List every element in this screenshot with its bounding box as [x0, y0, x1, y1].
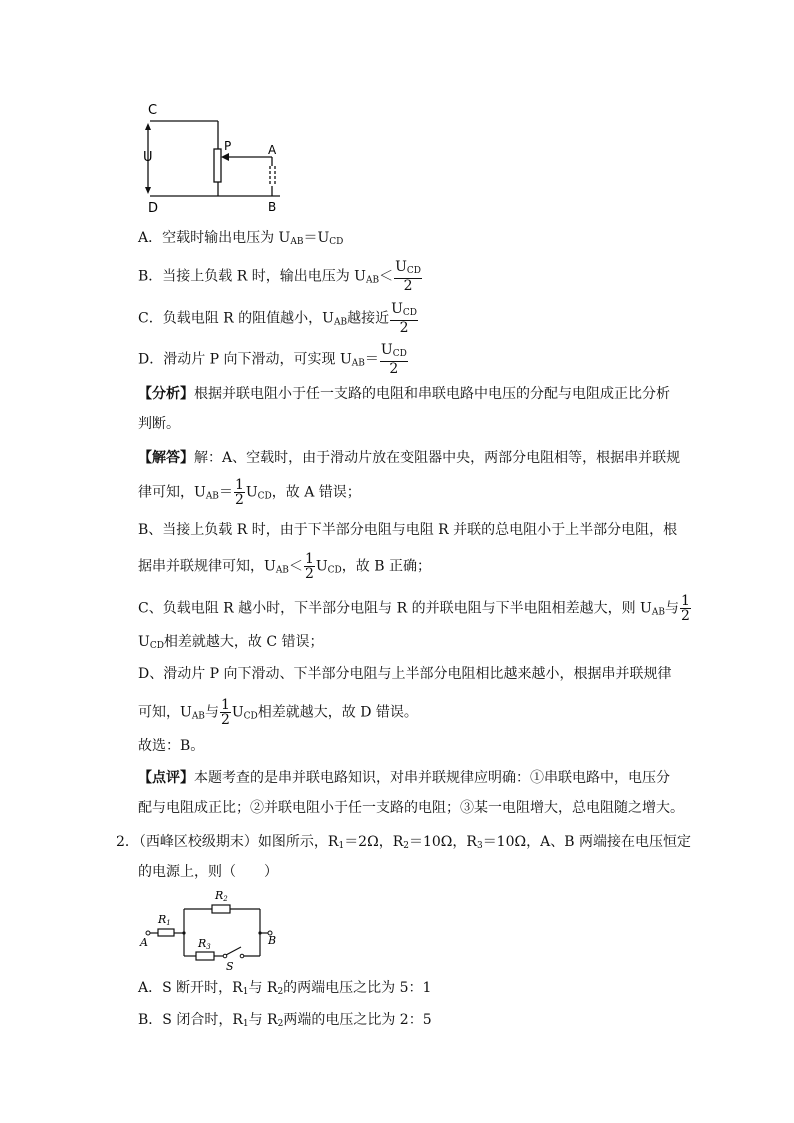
fraction: $\frac{U_{CD}}{2}$	[395, 259, 422, 294]
label-a: A	[268, 143, 277, 157]
fraction: $\frac{U_{CD}}{2}$	[380, 342, 407, 377]
label-d: D	[148, 201, 159, 216]
q2-stem-line-2: 的电源上，则（ ）	[138, 864, 278, 880]
label-r1: R1	[158, 913, 171, 927]
solution-line-7: D、滑动片 P 向下滑动、下半部分电阻与上半部分电阻相比越来越小，根据串并联规律	[138, 666, 672, 682]
solution-line-8: 可知，$U_{AB}$与 $\frac{1}{2}$ $U_{CD}$相差就越大，故 D 错误。	[138, 697, 418, 728]
answer-line: 故选：B。	[138, 738, 205, 754]
label-a: A	[140, 936, 148, 949]
resistor-circuit-figure	[138, 884, 288, 974]
q1-option-b: B．当接上负载 R 时，输出电压为 $U_{AB}<$ $\frac{U_{CD}}{2}$	[138, 259, 422, 294]
label-p: P	[224, 139, 232, 153]
potentiometer-circuit-figure	[138, 98, 288, 216]
solution-line-6: $U_{CD}$相差就越大，故 C 错误；	[138, 634, 324, 651]
label-r3: R3	[198, 937, 211, 951]
label-c: C	[148, 103, 158, 118]
fraction: $\frac{1}{2}$	[680, 593, 690, 624]
solution-line-3: B、当接上负载 R 时，由于下半部分电阻与电阻 R 并联的总电阻小于上半部分电阻，根	[138, 522, 678, 538]
label-s: S	[226, 960, 234, 973]
fraction: $\frac{1}{2}$	[304, 551, 314, 582]
q2-stem-line-1: 2．（西峰区校级期末）如图所示，$R_1=2\Omega$，$R_2=10\Omega$，$R_3=10\Omega$，A、B 两端接在电压恒定	[116, 834, 691, 851]
fraction: $\frac{1}{2}$	[220, 697, 230, 728]
solution-line-5: C、负载电阻 R 越小时，下半部分电阻与 R 的并联电阻与下半电阻相差越大，则 $U_{AB}$与 $\frac{1}{2}$	[138, 593, 690, 624]
solution-line-4: 据串并联规律可知，$U_{AB}<$ $\frac{1}{2}$ $U_{CD}$，故 B 正确；	[138, 551, 431, 582]
fraction: $\frac{1}{2}$	[234, 477, 244, 508]
q1-option-a: A．空载时输出电压为 $U_{AB}=U_{CD}$	[138, 230, 344, 247]
solution-line-2: 律可知，$U_{AB}=$ $\frac{1}{2}$ $U_{CD}$，故 A 错误；	[138, 477, 361, 508]
q2-option-b: B．S 闭合时，$R_1$与 $R_2$两端的电压之比为 2：5	[138, 1012, 432, 1029]
analysis-line-2: 判断。	[138, 416, 180, 432]
label-b: B	[268, 934, 277, 947]
comment-line-2: 配与电阻成正比；②并联电阻小于任一支路的电阻；③某一电阻增大，总电阻随之增大。	[138, 800, 684, 816]
solution-line-1: 【解答】解：A、空载时，由于滑动片放在变阻器中央，两部分电阻相等，根据串并联规	[138, 450, 681, 466]
q1-option-d: D．滑动片 P 向下滑动，可实现 $U_{AB}=$ $\frac{U_{CD}}{2}$	[138, 342, 407, 377]
label-b: B	[268, 200, 277, 214]
q2-option-a: A．S 断开时，$R_1$与 $R_2$的两端电压之比为 5：1	[138, 980, 432, 997]
label-u: U	[143, 150, 153, 165]
fraction: $\frac{U_{CD}}{2}$	[391, 301, 417, 336]
q1-option-c: C．负载电阻 R 的阻值越小，$U_{AB}$越接近 $\frac{U_{CD}}{2}$	[138, 301, 417, 336]
analysis-line-1: 【分析】根据并联电阻小于任一支路的电阻和串联电路中电压的分配与电阻成正比分析	[138, 386, 670, 402]
comment-line-1: 【点评】本题考查的是串并联电路知识，对串并联规律应明确：①串联电路中，电压分	[138, 770, 670, 786]
label-r2: R2	[215, 889, 228, 903]
